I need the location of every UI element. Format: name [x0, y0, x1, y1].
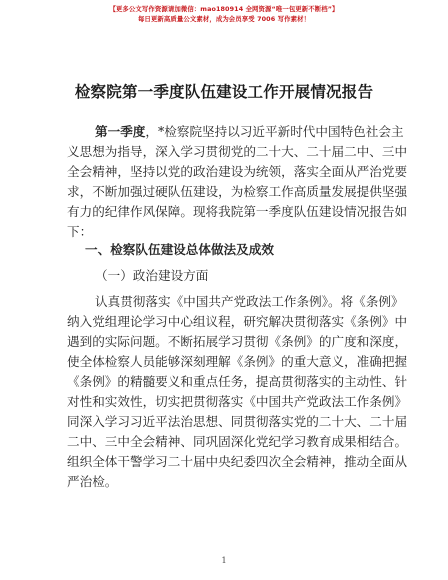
- paragraph-line-10: 严治检。: [67, 474, 118, 489]
- section-heading-1: 一、检察队伍建设总体做法及成效: [85, 242, 274, 257]
- paragraph-line-6: 对性和实效性，切实把贯彻落实《中国共产党政法工作条例》: [67, 394, 408, 409]
- intro-line-1: [95, 122, 404, 142]
- paragraph-line-4: 使全体检察人员能够深刻理解《条例》的重大意义，准确把握: [67, 354, 408, 369]
- promo-banner-line-2: 每日更新高质量公文素材，成为会员享受 7006 写作素材！: [137, 15, 311, 23]
- paragraph-line-1: 认真贯彻落实《中国共产党政法工作条例》。将《条例》: [95, 294, 404, 309]
- intro-line-3: 全会精神，坚持以党的政治建设为统领，落实全面从严治党要: [67, 164, 408, 179]
- paragraph-line-3: 遇到的实际问题。不断拓展学习贯彻《条例》的广度和深度，: [67, 334, 408, 349]
- intro-line-2: 义思想为指导，深入学习贯彻党的二十大、二十届二中、三中: [67, 144, 408, 159]
- paragraph-line-9: 组织全体干警学习二十届中央纪委四次全会精神，推动全面从: [67, 454, 408, 469]
- paragraph-line-5: 《条例》的精髓要义和重点任务，提高贯彻落实的主动性、针: [67, 374, 408, 389]
- paragraph-line-8: 二中、三中全会精神、同巩固深化党纪学习教育成果相结合。: [67, 434, 408, 449]
- page-number: 1: [221, 556, 227, 565]
- intro-line-6: 下：: [67, 224, 93, 239]
- paragraph-line-2: 纳入党组理论学习中心组议程，研究解决贯彻落实《条例》中: [67, 314, 408, 329]
- paragraph-line-7: 同深入学习习近平法治思想、同贯彻落实党的二十大、二十届: [67, 414, 408, 429]
- intro-line-5: 有力的纪律作风保障。现将我院第一季度队伍建设情况报告如: [67, 204, 408, 219]
- intro-line-1-text: ，*检察院坚持以习近平新时代中国特色社会主: [145, 124, 404, 139]
- intro-lead-bold: 第一季度: [95, 124, 146, 139]
- document-title: 检察院第一季度队伍建设工作开展情况报告: [74, 83, 374, 101]
- promo-banner-line-1: 【更多公文写作资源请加微信：mao180914 全网资源“唯一包更新不断档”】: [109, 5, 339, 13]
- subsection-heading-1: （一）政治建设方面: [95, 268, 209, 283]
- intro-line-4: 求，不断加强过硬队伍建设，为检察工作高质量发展提供坚强: [67, 184, 408, 199]
